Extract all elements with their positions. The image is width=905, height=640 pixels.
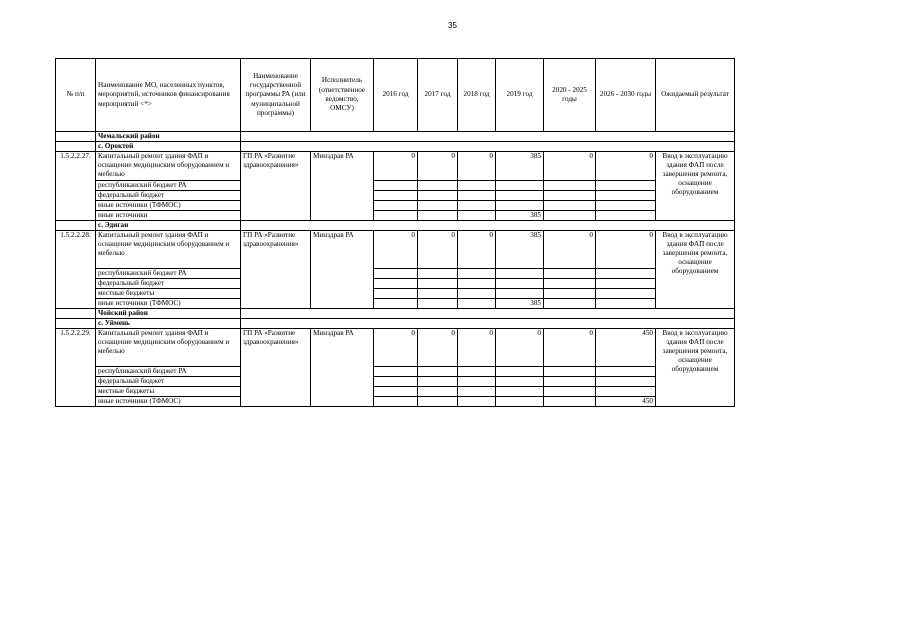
value-2016: 0 <box>374 231 418 269</box>
table-row <box>56 142 735 152</box>
expected-result: Ввод в эксплуатацию здания ФАП после завершения ремонта, оснащение оборудованием <box>656 231 735 309</box>
value-2019: 385 <box>496 231 544 269</box>
item-program: ГП РА «Развитие здравоохранения» <box>241 231 311 309</box>
value-2026-2030: 0 <box>596 231 656 269</box>
item-name: Капитальный ремонт здания ФАП и оснащение медицинским оборудованием и мебелью <box>96 329 241 367</box>
table-row <box>56 132 735 142</box>
source-name: местные бюджеты <box>96 387 241 397</box>
table-row <box>56 289 735 299</box>
header-2026-2030: 2026 - 2030 годы <box>596 59 656 132</box>
source-name: федеральный бюджет <box>96 279 241 289</box>
expected-result: Ввод в эксплуатацию здания ФАП после завершения ремонта, оснащение оборудованием <box>656 152 735 221</box>
table-row <box>56 319 735 329</box>
table-row <box>56 279 735 289</box>
value-2020-2025: 0 <box>544 231 596 269</box>
table-row <box>56 231 735 269</box>
program-table <box>55 58 735 407</box>
table-row <box>56 299 735 309</box>
item-executor: Минздрав РА <box>311 152 374 221</box>
table-header-row <box>56 59 735 132</box>
table-row <box>56 201 735 211</box>
value-2026-2030: 0 <box>596 152 656 181</box>
value-2019: 0 <box>496 329 544 367</box>
value-2017: 0 <box>418 329 458 367</box>
header-program: Наименование государственной программы РА (или муниципальной программы) <box>241 59 311 132</box>
table-row <box>56 309 735 319</box>
item-number: 1.5.2.2.27. <box>56 152 96 221</box>
source-name: иные источники (ТФМОС) <box>96 201 241 211</box>
source-name: иные источники <box>96 211 241 221</box>
page-number: 35 <box>448 21 457 30</box>
value-2018: 0 <box>458 329 496 367</box>
table-row <box>56 211 735 221</box>
value-2020-2025: 0 <box>544 329 596 367</box>
district-name: Чемальский район <box>96 132 241 142</box>
value-2017: 0 <box>418 152 458 181</box>
value-2026-2030: 450 <box>596 329 656 367</box>
source-name: республиканский бюджет РА <box>96 269 241 279</box>
village-name: с. Уймень <box>96 319 241 329</box>
item-number: 1.5.2.2.29. <box>56 329 96 407</box>
header-2016: 2016 год <box>374 59 418 132</box>
value-2019: 385 <box>496 299 544 309</box>
value-2016: 0 <box>374 152 418 181</box>
item-program: ГП РА «Развитие здравоохранения» <box>241 329 311 407</box>
header-executor: Исполнитель (ответственное ведомство, ОМСУ) <box>311 59 374 132</box>
header-name: Наименование МО, населенных пунктов, мероприятий, источников финансирования мероприятий <*> <box>96 59 241 132</box>
source-name: республиканский бюджет РА <box>96 367 241 377</box>
source-name: иные источники (ТФМОС) <box>96 299 241 309</box>
item-executor: Минздрав РА <box>311 231 374 309</box>
district-name: Чойский район <box>96 309 241 319</box>
value-2020-2025: 0 <box>544 152 596 181</box>
source-name: федеральный бюджет <box>96 191 241 201</box>
header-2020-2025: 2020 - 2025 годы <box>544 59 596 132</box>
header-2019: 2019 год <box>496 59 544 132</box>
table-row <box>56 377 735 387</box>
value-2018: 0 <box>458 152 496 181</box>
value-2017: 0 <box>418 231 458 269</box>
table-row <box>56 269 735 279</box>
village-name: с. Эдиган <box>96 221 241 231</box>
item-executor: Минздрав РА <box>311 329 374 407</box>
value-2019: 385 <box>496 211 544 221</box>
source-name: иные источники (ТФМОС) <box>96 397 241 407</box>
item-program: ГП РА «Развитие здравоохранения» <box>241 152 311 221</box>
item-name: Капитальный ремонт здания ФАП и оснащение медицинским оборудованием и мебелью <box>96 231 241 269</box>
source-name: республиканский бюджет РА <box>96 181 241 191</box>
source-name: федеральный бюджет <box>96 377 241 387</box>
source-name: местные бюджеты <box>96 289 241 299</box>
village-name: с. Ороктой <box>96 142 241 152</box>
header-2018: 2018 год <box>458 59 496 132</box>
value-2016: 0 <box>374 329 418 367</box>
table-row <box>56 191 735 201</box>
table-row <box>56 221 735 231</box>
header-result: Ожидаемый результат <box>656 59 735 132</box>
value-2019: 385 <box>496 152 544 181</box>
value-2018: 0 <box>458 231 496 269</box>
table-row <box>56 387 735 397</box>
table-row <box>56 152 735 181</box>
table-row <box>56 329 735 367</box>
table-row <box>56 397 735 407</box>
expected-result: Ввод в эксплуатацию здания ФАП после завершения ремонта, оснащение оборудованием <box>656 329 735 407</box>
header-num: № п/п <box>56 59 96 132</box>
header-2017: 2017 год <box>418 59 458 132</box>
item-number: 1.5.2.2.28. <box>56 231 96 309</box>
table-row <box>56 367 735 377</box>
value-2026-2030: 450 <box>596 397 656 407</box>
table-row <box>56 181 735 191</box>
item-name: Капитальный ремонт здания ФАП и оснащение медицинским оборудованием и мебелью <box>96 152 241 181</box>
